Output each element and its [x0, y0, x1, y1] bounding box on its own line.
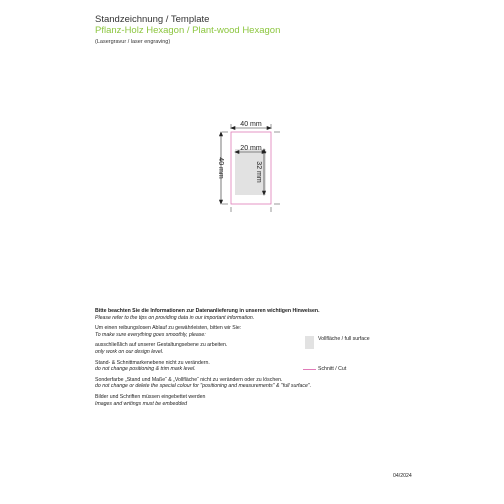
info-item-en: do not change positioning & trim mark level. [95, 366, 196, 373]
info-item [95, 394, 415, 407]
info-block [95, 308, 415, 411]
info-item-de: Stand- & Schnittmarkenebene nicht zu verändern. [95, 359, 210, 366]
legend-full-surface-label: Vollfläche / full surface [318, 336, 370, 342]
version-date: 04/2024 [393, 473, 412, 479]
legend-cut-label: Schnitt / Cut [318, 366, 347, 372]
cut-line-swatch [303, 369, 316, 370]
info-item [95, 360, 415, 373]
product-name: Pflanz-Holz Hexagon / Plant-wood Hexagon [95, 25, 281, 36]
info-heading-en: Please refer to the tips on providing data in our important information. [95, 314, 255, 321]
process-note: (Lasergravur / laser engraving) [95, 39, 171, 45]
info-item-en: do not change or delete the special colour for "positioning and measurements" & "full surface". [95, 383, 312, 390]
info-item-de: Sonderfarbe „Stand und Maße“ & „Vollfläche“ nicht zu verändern oder zu löschen. [95, 376, 283, 383]
info-item-de: Um einen reibungslosen Ablauf zu gewährleisten, bitten wir Sie: [95, 325, 242, 332]
outer-width-label: 40 mm [240, 121, 262, 128]
outer-height-label: 40 mm [217, 157, 224, 179]
full-surface-swatch [305, 336, 314, 349]
info-item [95, 377, 415, 390]
info-item-en: Images and writings must be embedded [95, 400, 187, 407]
info-item-de: Bilder und Schriften müssen eingebettet werden [95, 393, 206, 400]
info-heading-de: Bitte beachten Sie die Informationen zur Datenanlieferung in unseren wichtigen Hinweisen. [95, 308, 320, 314]
inner-height-label: 32 mm [255, 161, 262, 183]
info-item [95, 342, 415, 355]
page-title: Standzeichnung / Template [95, 14, 210, 25]
info-item-en: only work on our design level. [95, 348, 164, 355]
info-item-en: To make sure everything goes smoothly, please: [95, 331, 206, 338]
inner-width-label: 20 mm [240, 145, 262, 152]
info-item-de: ausschließlich auf unserer Gestaltungsebene zu arbeiten. [95, 342, 228, 349]
